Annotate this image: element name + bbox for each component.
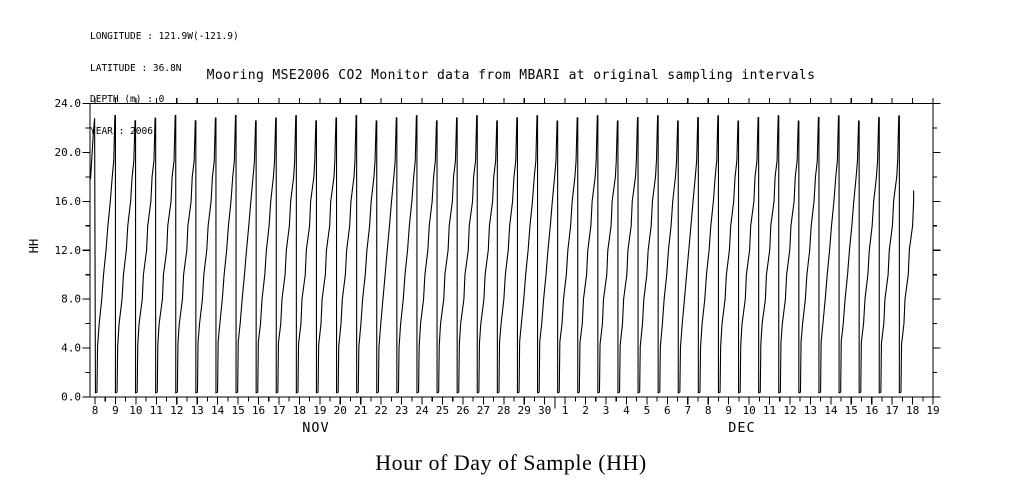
- x-tick-label: 17: [885, 404, 899, 417]
- meta-year: YEAR : 2006: [90, 125, 153, 137]
- y-tick-label: 24.0: [54, 97, 81, 110]
- x-tick-label: 23: [394, 404, 409, 417]
- x-tick-label: 6: [664, 404, 671, 417]
- x-tick-label: 1: [561, 404, 569, 417]
- hour-of-day-sawtooth-series: [91, 116, 914, 393]
- x-axis-month-dec: DEC: [728, 420, 756, 436]
- x-tick-label: 10: [129, 404, 143, 417]
- x-tick-label: 5: [643, 404, 651, 417]
- x-axis-month-nov: NOV: [302, 420, 330, 436]
- x-tick-label: 13: [190, 404, 204, 417]
- meta-latitude: LATITUDE : 36.8N: [90, 62, 182, 74]
- y-axis-label: HH: [27, 238, 41, 254]
- plot-title: Mooring MSE2006 CO2 Monitor data from MBARI at original sampling intervals: [206, 68, 816, 83]
- x-tick-label: 13: [803, 404, 818, 417]
- x-tick-label: 12: [783, 404, 797, 417]
- x-tick-label: 14: [824, 404, 838, 417]
- x-tick-label: 21: [354, 404, 368, 417]
- y-tick-label: 0.0: [61, 390, 81, 404]
- meta-longitude: LONGITUDE : 121.9W(-121.9): [90, 31, 239, 42]
- x-tick-label: 30: [538, 404, 552, 417]
- x-tick-label: 2: [582, 404, 589, 417]
- y-tick-label: 8.0: [61, 292, 81, 306]
- x-tick-label: 10: [742, 404, 756, 417]
- x-tick-label: 25: [435, 404, 450, 417]
- x-tick-label: 24: [415, 404, 429, 417]
- x-tick-label: 16: [865, 404, 879, 417]
- x-tick-label: 22: [374, 404, 388, 417]
- x-tick-label: 12: [170, 404, 184, 417]
- y-tick-label: 12.0: [54, 243, 81, 257]
- x-tick-label: 27: [476, 404, 490, 417]
- x-tick-label: 16: [251, 404, 266, 417]
- figure-title: Hour of Day of Sample (HH): [375, 450, 647, 475]
- x-tick-label: 8: [91, 404, 99, 417]
- x-tick-label: 4: [623, 404, 630, 417]
- x-tick-label: 19: [313, 404, 327, 417]
- x-tick-label: 19: [926, 404, 940, 417]
- x-tick-label: 28: [497, 404, 511, 417]
- x-tick-label: 9: [112, 404, 119, 417]
- x-tick-label: 29: [517, 404, 531, 417]
- x-tick-label: 8: [704, 404, 712, 417]
- x-tick-label: 9: [725, 404, 732, 417]
- x-tick-label: 3: [602, 404, 610, 417]
- x-tick-label: 20: [333, 404, 347, 417]
- x-tick-label: 26: [456, 404, 470, 417]
- x-tick-label: 18: [905, 404, 920, 417]
- y-tick-label: 4.0: [61, 341, 81, 355]
- x-tick-label: 17: [272, 404, 286, 417]
- x-tick-label: 11: [762, 404, 777, 417]
- x-tick-label: 11: [149, 404, 163, 417]
- x-tick-label: 15: [231, 404, 245, 417]
- x-tick-label: 14: [211, 404, 225, 417]
- y-tick-label: 20.0: [54, 145, 81, 159]
- y-tick-label: 16.0: [54, 194, 81, 208]
- x-tick-label: 15: [844, 404, 858, 417]
- x-tick-label: 18: [292, 404, 307, 417]
- x-tick-label: 7: [684, 404, 692, 417]
- meta-depth: DEPTH (m) : 0: [90, 94, 165, 105]
